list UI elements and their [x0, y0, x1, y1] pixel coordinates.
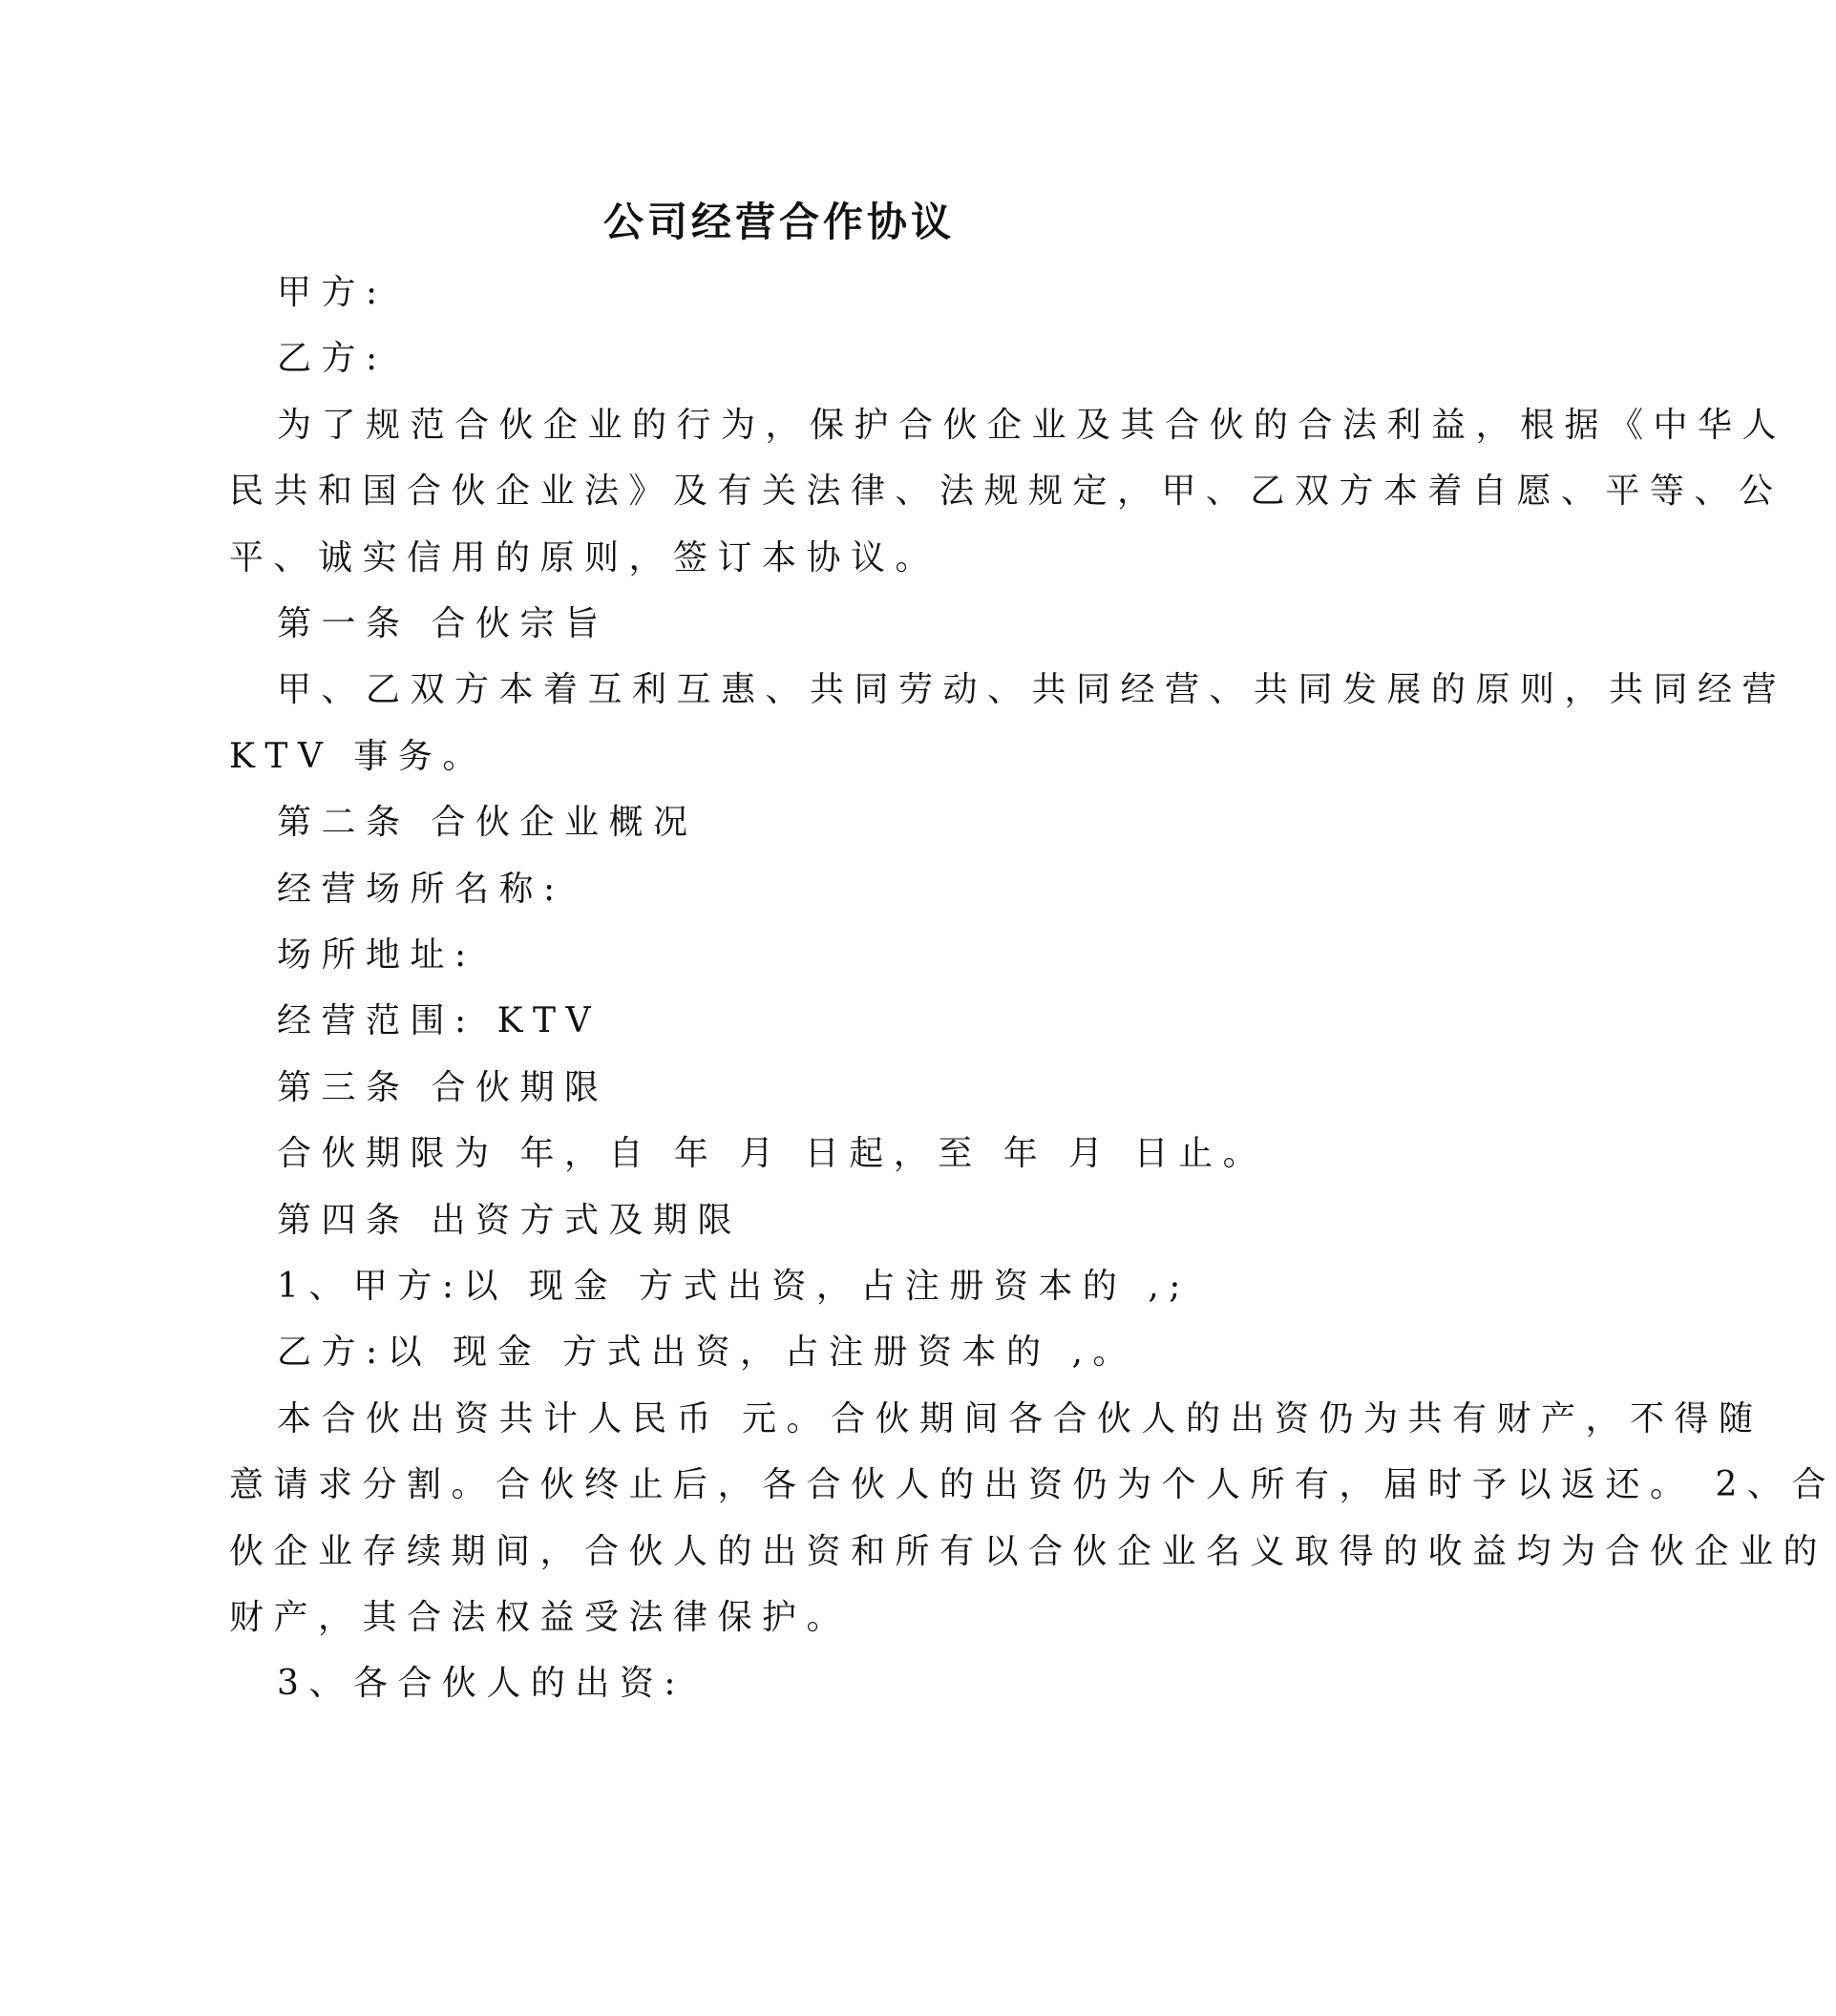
document-title: 公司经营合作协议: [602, 199, 955, 245]
paragraph-line: 甲方:: [277, 273, 388, 312]
paragraph-line: 第四条 出资方式及期限: [277, 1200, 742, 1240]
paragraph-line: 乙方:以 现金 方式出资，占注册资本的 ,。: [277, 1333, 1137, 1373]
paragraph-line: 合伙期限为 年，自 年 月 日起，至 年 月 日止。: [277, 1134, 1268, 1174]
paragraph-line: 场所地址:: [277, 935, 476, 975]
paragraph-line: 3、各合伙人的出资:: [277, 1664, 686, 1704]
paragraph-line: 经营范围: KTV: [277, 1001, 601, 1041]
paragraph-line: 乙方:: [277, 339, 388, 379]
paragraph-line: 本合伙出资共计人民币 元。合伙期间各合伙人的出资仍为共有财产，不得随: [277, 1398, 1763, 1438]
paragraph-line: 第一条 合伙宗旨: [277, 604, 609, 643]
paragraph-line: 平、诚实信用的原则，签订本协议。: [229, 537, 940, 578]
paragraph-line: 伙企业存续期间，合伙人的出资和所有以合伙企业名义取得的收益均为合伙企业的: [229, 1531, 1828, 1571]
paragraph-line: 1、甲方:以 现金 方式出资，占注册资本的 ,;: [277, 1267, 1191, 1306]
paragraph-line: 意请求分割。合伙终止后，各合伙人的出资仍为个人所有，届时予以返还。 2、合: [229, 1465, 1836, 1505]
paragraph-line: 经营场所名称:: [277, 869, 565, 909]
paragraph-line: 第三条 合伙期限: [277, 1067, 609, 1107]
paragraph-line: 为了规范合伙企业的行为，保护合伙企业及其合伙的合法利益，根据《中华人: [277, 405, 1787, 445]
paragraph-line: 财产，其合法权益受法律保护。: [229, 1598, 852, 1637]
paragraph-line: 民共和国合伙企业法》及有关法律、法规规定，甲、乙双方本着自愿、平等、公: [229, 472, 1783, 512]
paragraph-line: KTV 事务。: [229, 736, 487, 776]
paragraph-line: 第二条 合伙企业概况: [277, 803, 698, 843]
paragraph-line: 甲、乙双方本着互利互惠、共同劳动、共同经营、共同发展的原则，共同经营: [277, 670, 1787, 710]
